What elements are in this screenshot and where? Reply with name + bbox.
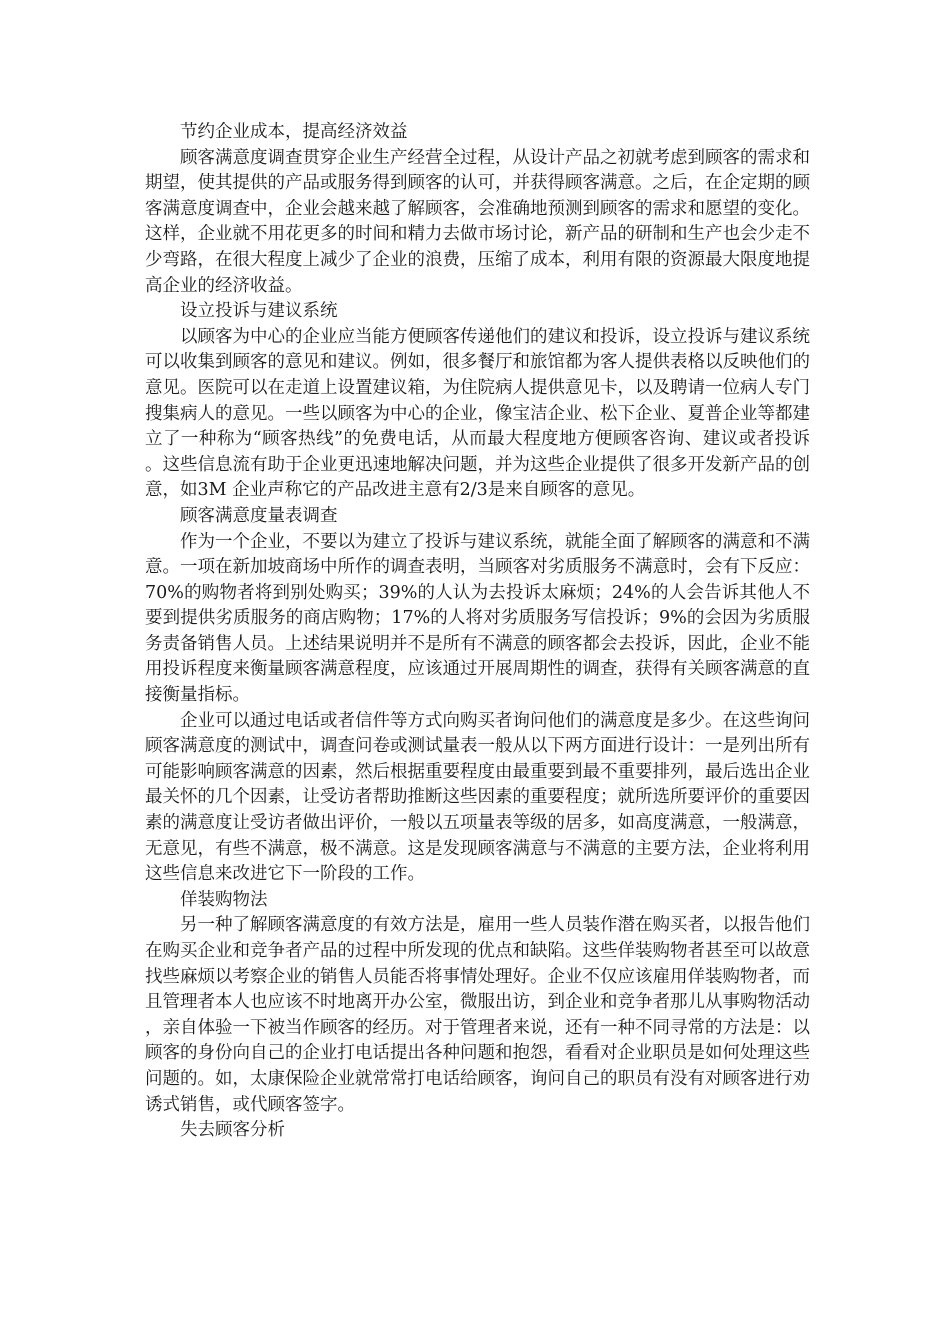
paragraph-complaint-system: 以顾客为中心的企业应当能方便顾客传递他们的建议和投诉，设立投诉与建议系统可以收集到顾客的意见和建议。例如，很多餐厅和旅馆都为客人提供表格以反映他们的意见。医院可以在走道上设置建议箱，为住院病人提供意见卡，以及聘请一位病人专门搜集病人的意见。一些以顾客为中心的企业，像宝洁企业、松下企业、夏普企业等都建立了一种称为“顾客热线”的免费电话，从而最大程度地方便顾客咨询、建议或者投诉。这些信息流有助于企业更迅速地解决问题，并为这些企业提供了很多开发新产品的创意，如3M 企业声称它的产品改进主意有2/3是来自顾客的意见。	[145, 326, 810, 501]
paragraph-satisfaction-survey-1: 作为一个企业，不要以为建立了投诉与建议系统，就能全面了解顾客的满意和不满意。一项在新加坡商场中所作的调查表明，当顾客对劣质服务不满意时，会有下反应：70%的购物者将到别处购买；39%的人认为去投诉太麻烦；24%的人会告诉其他人不要到提供劣质服务的商店购物；17%的人将对劣质服务写信投诉；9%的会因为劣质服务责备销售人员。上述结果说明并不是所有不满意的顾客都会去投诉，因此，企业不能用投诉程度来衡量顾客满意程度，应该通过开展周期性的调查，获得有关顾客满意的直接衡量指标。	[145, 531, 810, 706]
section-heading-satisfaction-survey: 顾客满意度量表调查	[180, 505, 338, 526]
document-body	[145, 120, 810, 1144]
section-heading-complaint-system: 设立投诉与建议系统	[180, 301, 338, 322]
paragraph-satisfaction-survey-2: 企业可以通过电话或者信件等方式向购买者询问他们的满意度是多少。在这些询问顾客满意度的测试中，调查问卷或测试量表一般从以下两方面进行设计：一是列出所有可能影响顾客满意的因素，然后根据重要程度由最重要到最不重要排列，最后选出企业最关怀的几个因素，让受访者帮助推断这些因素的重要程度；就所选所要评价的重要因素的满意度让受访者做出评价，一般以五项量表等级的居多，如高度满意，一般满意，无意见，有些不满意，极不满意。这是发现顾客满意与不满意的主要方法，企业将利用这些信息来改进它下一阶段的工作。	[145, 710, 810, 885]
paragraph-cost-saving: 顾客满意度调查贯穿企业生产经营全过程，从设计产品之初就考虑到顾客的需求和期望，使其提供的产品或服务得到顾客的认可，并获得顾客满意。之后，在企定期的顾客满意度调查中，企业会越来越了解顾客，会准确地预测到顾客的需求和愿望的变化。这样，企业就不用花更多的时间和精力去做市场讨论，新产品的研制和生产也会少走不少弯路，在很大程度上减少了企业的浪费，压缩了成本，利用有限的资源最大限度地提高企业的经济收益。	[145, 147, 810, 296]
section-heading-lost-customer: 失去顾客分析	[180, 1120, 285, 1141]
section-heading-mystery-shopping: 佯装购物法	[180, 889, 268, 910]
section-heading-cost-saving: 节约企业成本，提高经济效益	[180, 122, 408, 142]
paragraph-mystery-shopping: 另一种了解顾客满意度的有效方法是，雇用一些人员装作潜在购买者，以报告他们在购买企业和竞争者产品的过程中所发现的优点和缺陷。这些佯装购物者甚至可以故意找些麻烦以考察企业的销售人员能否将事情处理好。企业不仅应该雇用佯装购物者，而且管理者本人也应该不时地离开办公室，微服出访，到企业和竞争者那儿从事购物活动，亲自体验一下被当作顾客的经历。对于管理者来说，还有一种不同寻常的方法是：以顾客的身份向自己的企业打电话提出各种问题和抱怨，看看对企业职员是如何处理这些问题的。如，太康保险企业就常常打电话给顾客，询问自己的职员有没有对顾客进行劝诱式销售，或代顾客签字。	[145, 915, 810, 1115]
